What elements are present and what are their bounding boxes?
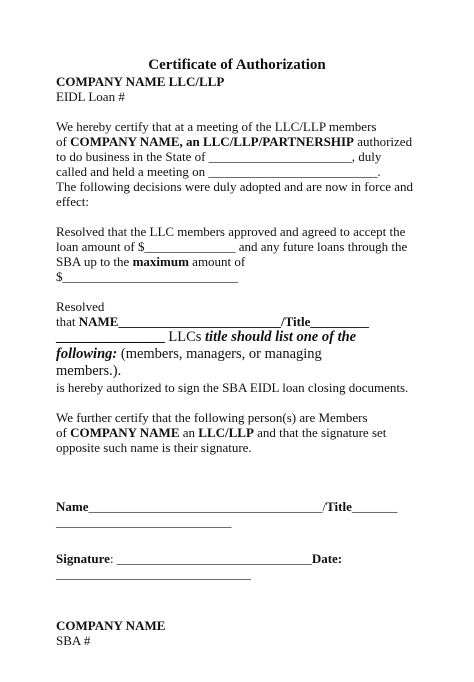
resolved-signer-paragraph xyxy=(56,299,418,395)
resolved-amount-paragraph xyxy=(56,224,418,284)
resolved2-line-2: that NAME_________________________/Title_________ xyxy=(56,314,369,329)
further-line-2: of COMPANY NAME an LLC/LLP and that the signature set xyxy=(56,425,387,440)
certify-line-2: of COMPANY NAME, an LLC/LLP/PARTNERSHIP authorized xyxy=(56,134,413,149)
name-title-line: Name____________________________________/Title_______ xyxy=(56,499,398,514)
footer-company-name: COMPANY NAME xyxy=(56,618,166,633)
resolved2-line-5: members.). xyxy=(56,363,122,379)
signature-block xyxy=(56,499,418,581)
further-line-1: We further certify that the following person(s) are Members xyxy=(56,410,368,425)
resolved2-line-3: _______________ LLCs title should list one of the xyxy=(56,329,357,345)
certify-line-4: called and held a meeting on __________________________. xyxy=(56,164,381,179)
resolved1-line-3: SBA up to the maximum amount of xyxy=(56,254,246,269)
company-name-line: COMPANY NAME LLC/LLP xyxy=(56,74,225,89)
resolved2-line-1: Resolved xyxy=(56,299,105,314)
resolved1-line-2: loan amount of $______________ and any future loans through the xyxy=(56,239,408,254)
certify-paragraph xyxy=(56,119,418,209)
footer-sba-number: SBA # xyxy=(56,633,91,648)
resolved2-line-4: following: (members, managers, or managing xyxy=(56,346,322,362)
certify-line-5: The following decisions were duly adopted and are now in force and xyxy=(56,179,414,194)
certify-line-3: to do business in the State of ______________________, duly xyxy=(56,149,382,164)
document-title: Certificate of Authorization xyxy=(148,57,326,73)
certificate-document xyxy=(56,56,418,648)
signature-date-line: Signature: ______________________________Date: xyxy=(56,551,343,566)
resolved2-line-6: is hereby authorized to sign the SBA EIDL loan closing documents. xyxy=(56,380,409,395)
signature-line-continued: ______________________________ xyxy=(56,566,251,581)
certify-line-6: effect: xyxy=(56,194,89,209)
further-line-3: opposite such name is their signature. xyxy=(56,440,252,455)
resolved1-line-4: $___________________________ xyxy=(56,269,238,284)
resolved1-line-1: Resolved that the LLC members approved and agreed to accept the xyxy=(56,224,406,239)
certify-line-1: We hereby certify that at a meeting of the LLC/LLP members xyxy=(56,119,377,134)
eidl-loan-line: EIDL Loan # xyxy=(56,89,125,104)
footer-block xyxy=(56,618,418,648)
further-certify-paragraph xyxy=(56,410,418,455)
name-line-continued: ___________________________ xyxy=(56,514,232,529)
